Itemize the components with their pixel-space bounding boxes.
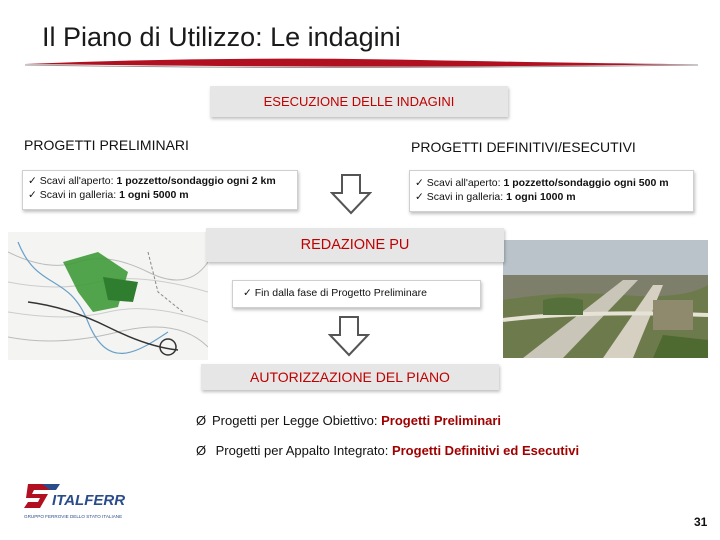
preliminary-criteria-item: ✓ Scavi in galleria: 1 ogni 5000 m [28,189,189,201]
title-underline-swoosh [20,52,700,74]
preliminary-criteria-box [22,170,298,210]
preliminary-heading: PROGETTI PRELIMINARI [24,137,189,153]
definitive-criteria-box [409,170,694,212]
down-arrow-icon [330,173,372,215]
definitive-heading: PROGETTI DEFINITIVI/ESECUTIVI [411,139,636,155]
logo-tagline-text: GRUPPO FERROVIE DELLO STATO ITALIANE [24,514,123,519]
check-icon: ✓ [243,287,252,299]
page-number: 31 [694,515,708,529]
execution-banner: ESECUZIONE DELLE INDAGINI [210,86,508,117]
drafting-note-text: Fin dalla fase di Progetto Preliminare [254,287,427,299]
definitive-criteria-item: ✓ Scavi in galleria: 1 ogni 1000 m [415,191,576,203]
bullet-item: Ø Progetti per Legge Obiettivo: Progetti Preliminari [196,413,502,428]
map-image [8,232,208,360]
arrowhead-bullet-icon: Ø [196,413,207,428]
down-arrow-icon [328,315,370,357]
arrowhead-bullet-icon: Ø [196,443,207,458]
authorization-banner: AUTORIZZAZIONE DEL PIANO [201,364,499,390]
drafting-banner: REDAZIONE PU [206,228,504,262]
logo-brand-text: ITALFERR [52,492,126,509]
drafting-note-box [232,280,481,308]
bullet-item: Ø Progetti per Appalto Integrato: Progetti Definitivi ed Esecutivi [196,443,580,458]
construction-photo-image [503,240,708,358]
slide-title: Il Piano di Utilizzo: Le indagini [42,22,401,52]
definitive-criteria-item: ✓ Scavi all'aperto: 1 pozzetto/sondaggio ogni 500 m [415,177,669,189]
preliminary-criteria-item: ✓ Scavi all'aperto: 1 pozzetto/sondaggio ogni 2 km [28,175,276,187]
italferr-logo [20,480,160,522]
